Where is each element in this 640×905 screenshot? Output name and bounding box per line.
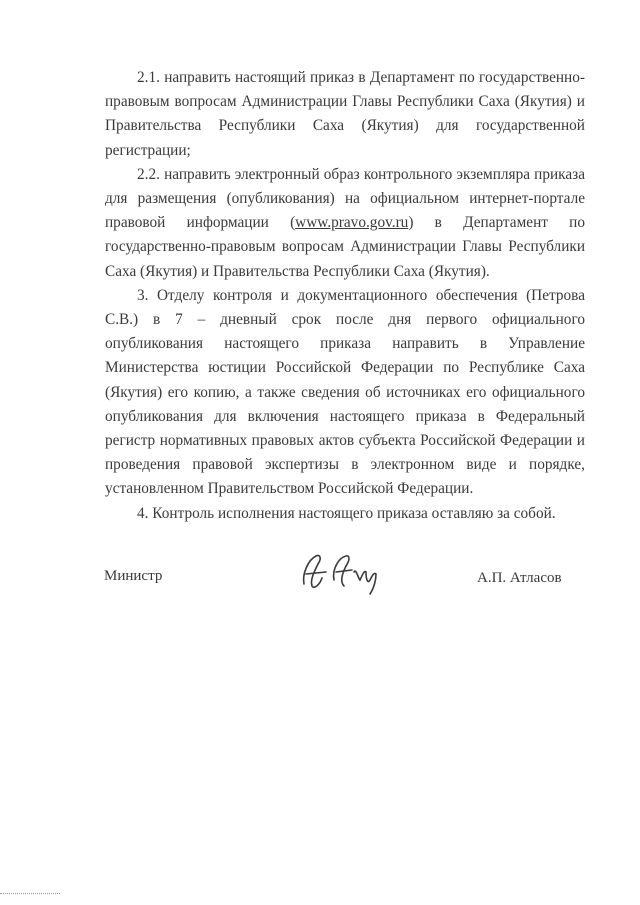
paragraph-3: 3. Отделу контроля и документационного обеспечения (Петрова С.В.) в 7 – дневный срок после дня первого официального опубликования настоящего приказа направить в Управление Министерства юстиции Российской Федерации по Республике Саха (Якутия) его копию, а также сведения об источниках его официального опубликования для включения настоящего приказа в Федеральный регистр нормативных правовых актов субъекта Российской Федерации и проведения правовой экспертизы в электронном виде и порядке, установленном Правительством Российской Федерации. xyxy=(105,286,585,498)
handwritten-signature xyxy=(290,550,390,598)
signatory-title: Министр xyxy=(104,568,163,584)
document-body xyxy=(105,66,585,526)
scan-edge-mark xyxy=(0,893,60,896)
paragraph-4: 4. Контроль исполнения настоящего приказа оставляю за собой. xyxy=(137,504,556,522)
signatory-name: А.П. Атласов xyxy=(477,570,562,586)
signature-block xyxy=(0,558,640,598)
paragraph-2-1: 2.1. направить настоящий приказ в Департамент по государственно-правовым вопросам Администрации Главы Республики Саха (Якутия) и Правительства Республики Саха (Якутия) для государственной регистрации; xyxy=(105,69,585,159)
paragraph-2-2-text-end: ) в Департамент по государственно-правовым вопросам Администрации Главы Республики Саха (Якутия) и Правительства Республики Саха (Якутия). xyxy=(105,214,585,280)
pravo-portal-link[interactable]: www.pravo.gov.ru xyxy=(295,214,409,232)
paragraph-2-2 xyxy=(105,163,585,284)
paragraph-2-2-text-start: 2.2. направить электронный образ контрольного экземпляра приказа для размещения (опубликования) на официальном интернет-портале правовой информации ( xyxy=(105,165,585,232)
